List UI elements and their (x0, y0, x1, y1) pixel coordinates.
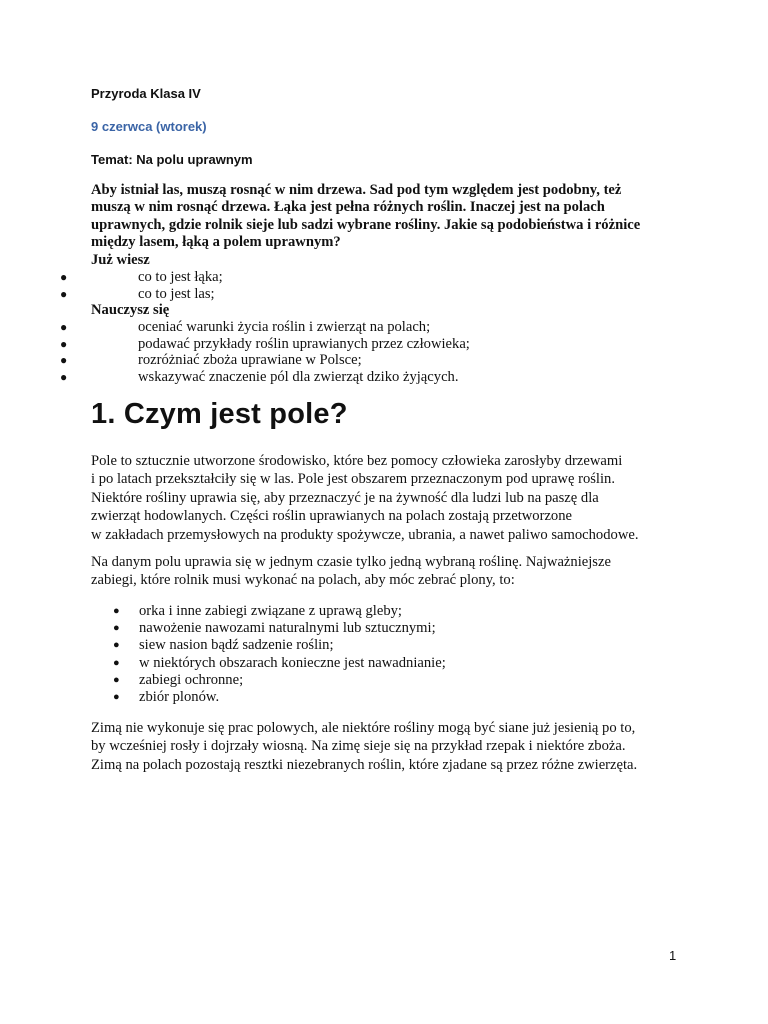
intro-line: między lasem, łąką a polem uprawnym? (91, 234, 341, 251)
bullet-icon: ● (113, 639, 120, 652)
bullet-icon: ● (60, 353, 68, 368)
bullet-icon: ● (113, 656, 120, 669)
list-item-text: zabiegi ochronne; (139, 671, 244, 688)
list-item-text: rozróżniać zboża uprawiane w Polsce; (138, 352, 362, 369)
paragraph-field-tasks (91, 553, 691, 590)
subject-line: Przyroda Klasa IV (91, 86, 201, 101)
intro-line: Aby istniał las, muszą rosnąć w nim drzewa. Sad pod tym względem jest podobny, też (91, 182, 622, 198)
list-item (113, 603, 446, 620)
bullet-icon: ● (60, 320, 68, 334)
list-item-text: orka i inne zabiegi związane z uprawą gleby; (139, 603, 402, 619)
list-item (113, 620, 446, 637)
list-item-text: co to jest las; (138, 285, 215, 302)
list-item-text: oceniać warunki życia roślin i zwierząt na polach; (138, 319, 431, 335)
list-item (113, 637, 446, 654)
learn-list (60, 319, 700, 385)
list-item (60, 269, 700, 286)
bullet-icon: ● (60, 286, 68, 301)
list-item (113, 655, 446, 672)
bullet-icon: ● (113, 673, 120, 686)
tasks-list (113, 603, 446, 706)
lesson-date: 9 czerwca (wtorek) (91, 119, 207, 134)
intro-line: uprawnych, gdzie rolnik sieje lub sadzi wybrane rośliny. Jakie są podobieństwa i różnice (91, 216, 641, 233)
lesson-topic: Temat: Na polu uprawnym (91, 152, 253, 167)
paragraph-line: zwierząt hodowlanych. Części roślin uprawianych na polach zostają przetworzone (91, 508, 572, 525)
page-number: 1 (669, 948, 677, 963)
paragraph-line: w zakładach przemysłowych na produkty spożywcze, ubrania, a nawet paliwo samochodowe. (91, 526, 639, 543)
paragraph-line: Zimą nie wykonuje się prac polowych, ale niektóre rośliny mogą być siane już jesienią po to, (91, 720, 636, 736)
list-item (60, 319, 700, 336)
bullet-icon: ● (60, 336, 68, 351)
bullet-icon: ● (60, 369, 68, 384)
list-item-text: zbiór plonów. (139, 689, 220, 706)
bullet-icon: ● (60, 270, 68, 284)
list-item-text: w niektórych obszarach konieczne jest nawadnianie; (139, 654, 446, 671)
list-item (60, 352, 700, 369)
paragraph-line: zabiegi, które rolnik musi wykonać na polach, aby móc zebrać plony, to: (91, 572, 515, 589)
paragraph-line: i po latach przekształciły się w las. Pole jest obszarem przeznaczonym pod uprawę roślin. (91, 471, 615, 488)
intro-line: muszą w nim rosnąć drzewa. Łąka jest pełna różnych roślin. Inaczej jest na polach (91, 199, 605, 216)
bullet-icon: ● (113, 605, 120, 617)
list-item-text: wskazywać znaczenie pól dla zwierząt dziko żyjących. (138, 368, 459, 385)
bullet-icon: ● (113, 622, 120, 635)
paragraph-line: Niektóre rośliny uprawia się, aby przeznaczyć je na żywność dla ludzi lub na paszę dla (91, 489, 599, 506)
paragraph-field-definition (91, 452, 691, 544)
paragraph-winter (91, 719, 691, 774)
list-item-text: co to jest łąka; (138, 269, 223, 285)
paragraph-line: by wcześniej rosły i dojrzały wiosną. Na zimę sieje się na przykład rzepak i niektóre zboża. (91, 738, 626, 755)
known-label: Już wiesz (91, 252, 150, 268)
list-item (60, 286, 700, 303)
list-item (113, 672, 446, 689)
section-heading: 1. Czym jest pole? (91, 398, 348, 430)
list-item (60, 369, 700, 386)
list-item-text: siew nasion bądź sadzenie roślin; (139, 637, 334, 654)
list-item-text: podawać przykłady roślin uprawianych przez człowieka; (138, 335, 470, 352)
list-item (60, 336, 700, 353)
known-list (60, 269, 700, 302)
list-item (113, 689, 446, 706)
bullet-icon: ● (113, 691, 120, 704)
list-item-text: nawożenie nawozami naturalnymi lub sztucznymi; (139, 620, 436, 637)
paragraph-line: Pole to sztucznie utworzone środowisko, które bez pomocy człowieka zarosłyby drzewami (91, 453, 623, 469)
learn-label: Nauczysz się (91, 302, 170, 318)
paragraph-line: Zimą na polach pozostają resztki niezebranych roślin, które zjadane są przez różne zwierzęta. (91, 756, 638, 773)
intro-paragraph (91, 182, 681, 252)
paragraph-line: Na danym polu uprawia się w jednym czasie tylko jedną wybraną roślinę. Najważniejsze (91, 554, 611, 570)
